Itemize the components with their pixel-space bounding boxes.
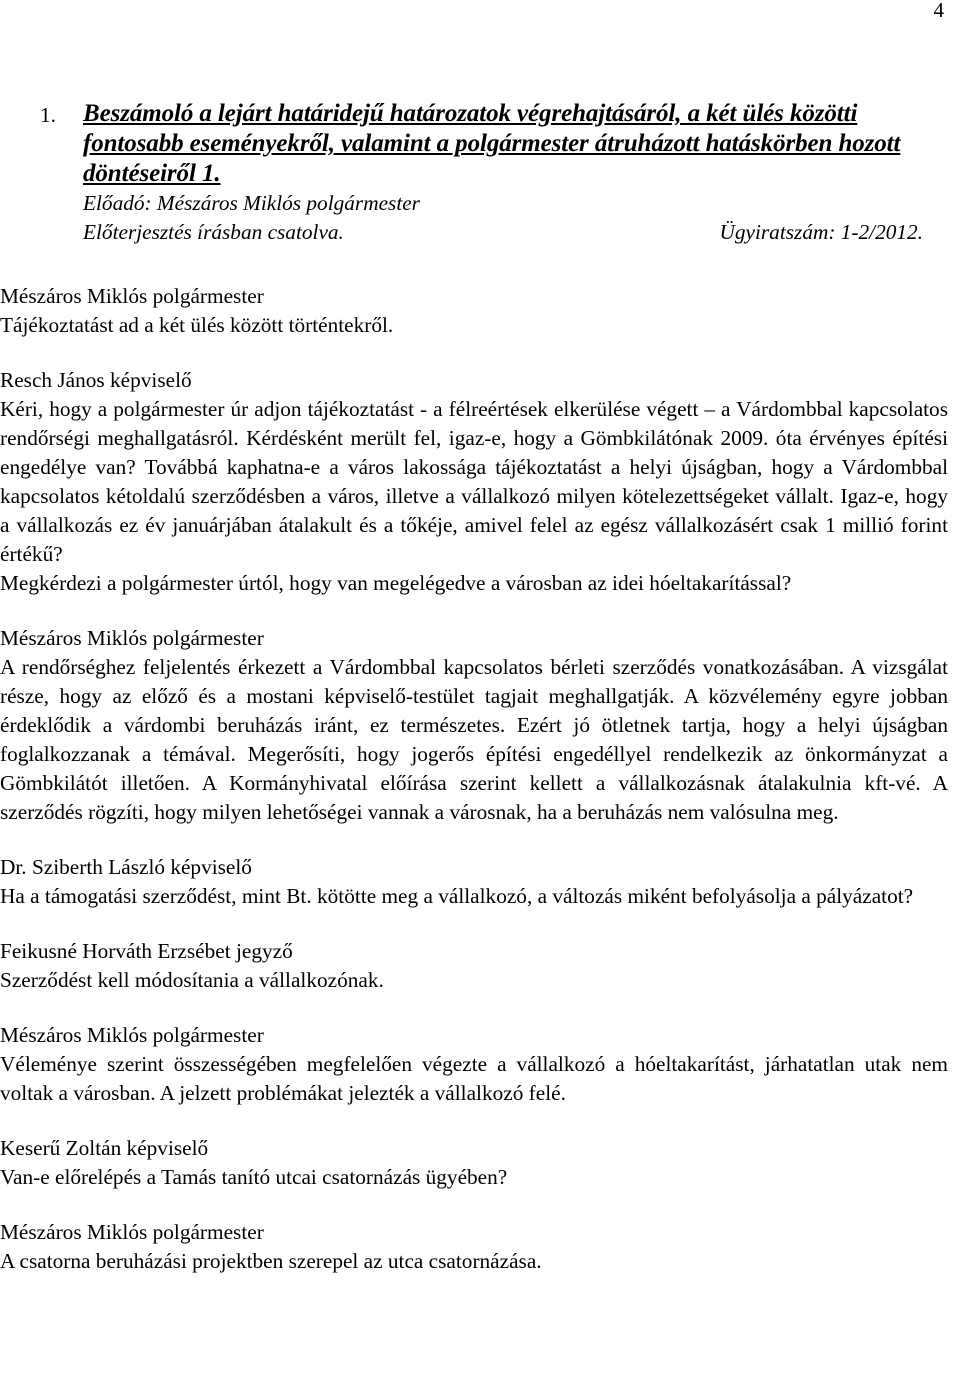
minutes-entry	[0, 366, 948, 598]
minutes-entry	[0, 1021, 948, 1108]
page-number: 4	[933, 0, 944, 22]
speech-text: Kéri, hogy a polgármester úr adjon tájékoztatást - a félreértések elkerülése végett – a Várdombbal kapcsolatos rendőrségi meghallgatásról. Kérdésként merült fel, igaz-e, hogy a Gömbkilátónak 2009. óta érvényes építési engedélye van? Továbbá kaphatna-e a város lakossága tájékoztatást a helyi újságban, hogy a Várdombbal kapcsolatos kétoldalú szerződésben a város, illetve a vállalkozó milyen kötelezettségeket vállalt. Igaz-e, hogy a vállalkozás ez év januárjában átalakult és a tőkéje, amivel felel az egész vállalkozásért csak 1 millió forint értékű?	[0, 397, 948, 566]
speech-text: Szerződést kell módosítania a vállalkozónak.	[0, 968, 384, 992]
minutes-entry	[0, 853, 948, 911]
minutes-entry	[0, 1134, 948, 1192]
speaker-name: Mészáros Miklós polgármester	[0, 626, 264, 650]
minutes-entry	[0, 1218, 948, 1276]
agenda-item	[40, 99, 945, 247]
speaker-name: Feikusné Horváth Erzsébet jegyző	[0, 939, 293, 963]
speech-text: Van-e előrelépés a Tamás tanító utcai csatornázás ügyében?	[0, 1165, 508, 1189]
speech-text: A rendőrséghez feljelentés érkezett a Várdombbal kapcsolatos bérleti szerződés vonatkozásában. A vizsgálat része, hogy az előző és a mostani képviselő-testület tagjait meghallgatják. A közvélemény egyre jobban érdeklődik a várdombi beruházás iránt, ez természetes. Ezért jó ötletnek tartja, hogy a helyi újságban foglalkozzanak a témával. Megerősíti, hogy jogerős építési engedéllyel rendelkezik az önkormányzat a Gömbkilátót illetően. A Kormányhivatal előírása szerint kellett a vállalkozásnak átalakulnia kft-vé. A szerződés rögzíti, hogy milyen lehetőségei vannak a városnak, ha a beruházás nem valósulna meg.	[0, 655, 948, 824]
speaker-name: Mészáros Miklós polgármester	[0, 284, 264, 308]
agenda-item-submission: Előterjesztés írásban csatolva.	[83, 220, 344, 244]
speaker-name: Mészáros Miklós polgármester	[0, 1220, 264, 1244]
agenda-item-title: Beszámoló a lejárt határidejű határozatok végrehajtásáról, a két ülés közötti fontosabb eseményekről, valamint a polgármester átruházott hatáskörben hozott döntéseiről 1.	[83, 100, 901, 187]
minutes	[0, 282, 948, 1302]
speaker-name: Resch János képviselő	[0, 368, 192, 392]
agenda-item-number: 1.	[40, 103, 56, 127]
speech-text: Véleménye szerint összességében megfelelően végezte a vállalkozó a hóeltakarítást, járhatatlan utak nem voltak a városban. A jelzett problémákat jelezték a vállalkozó felé.	[0, 1052, 948, 1105]
agenda-item-presenter: Előadó: Mészáros Miklós polgármester	[83, 191, 420, 215]
agenda-item-file-number: Ügyiratszám: 1-2/2012.	[719, 220, 923, 244]
minutes-entry	[0, 937, 948, 995]
speaker-name: Dr. Sziberth László képviselő	[0, 855, 252, 879]
agenda-item-meta-row	[83, 218, 923, 247]
speech-text: Ha a támogatási szerződést, mint Bt. kötötte meg a vállalkozó, a változás miként befolyásolja a pályázatot?	[0, 884, 914, 908]
minutes-entry	[0, 624, 948, 827]
speaker-name: Mészáros Miklós polgármester	[0, 1023, 264, 1047]
speech-text: A csatorna beruházási projektben szerepel az utca csatornázása.	[0, 1249, 542, 1273]
speech-text: Megkérdezi a polgármester úrtól, hogy van megelégedve a városban az idei hóeltakarítással?	[0, 571, 792, 595]
speech-text: Tájékoztatást ad a két ülés között történtekről.	[0, 313, 394, 337]
speaker-name: Keserű Zoltán képviselő	[0, 1136, 209, 1160]
minutes-entry	[0, 282, 948, 340]
